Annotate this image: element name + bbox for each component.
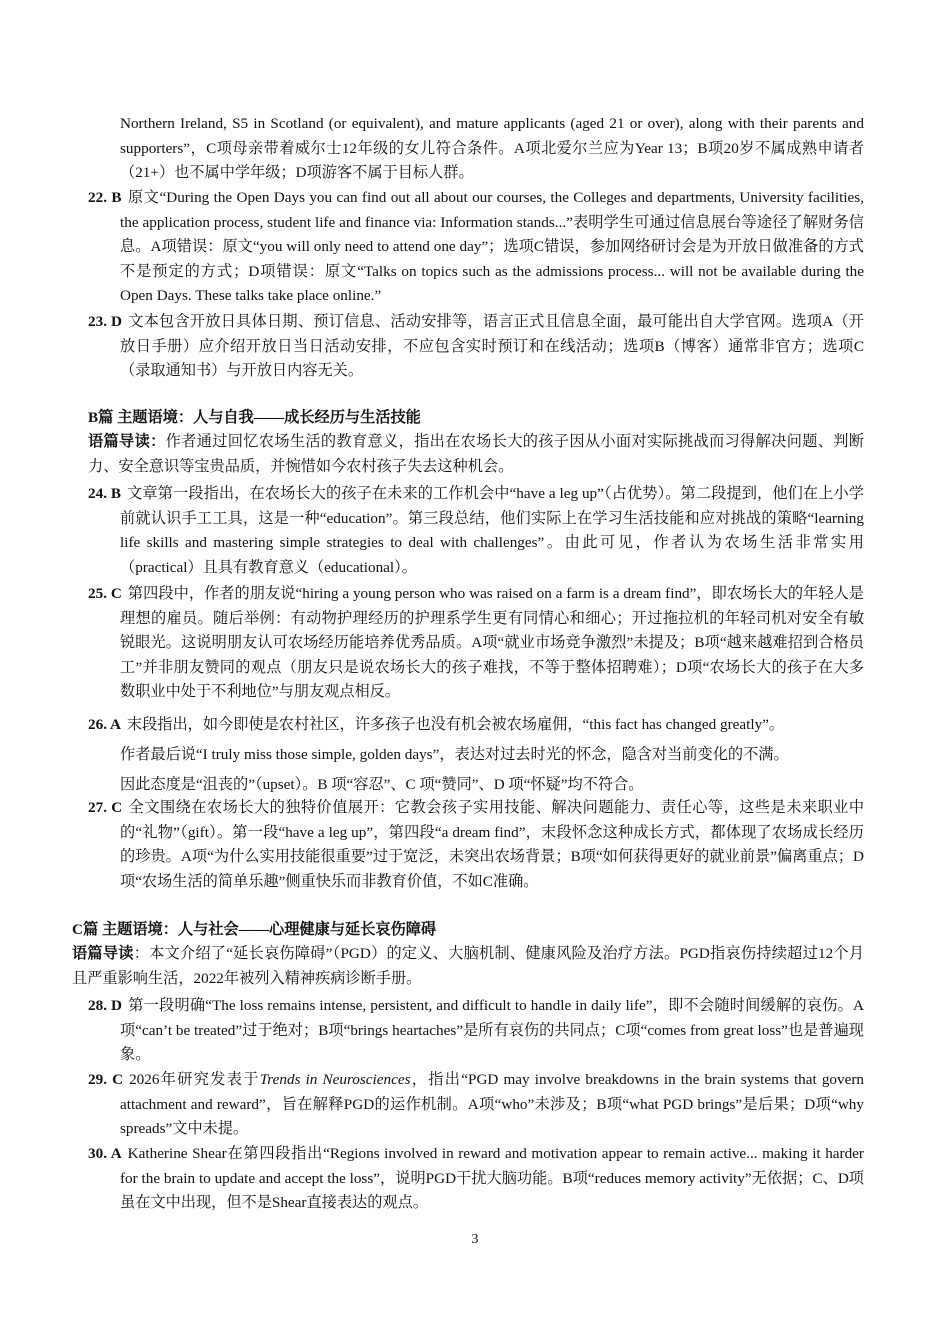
page-number: 3 bbox=[471, 1232, 479, 1247]
question-25-text: 第四段中，作者的朋友说“hiring a young person who was raised on a farm is a dream find”，即农场长大的年轻人是理想的雇员。随后举例：有动物护理经历的护理系学生更有同情心和细心；开过拖拉机的年轻司机对安全有敏锐眼光。这说明朋友认可农场经历能培养优秀品质。A项“就业市场竞争激烈”未提及；B项“越来越难招到合格员工”并非朋友赞同的观点（朋友只是说农场长大的孩子难找，不等于整体招聘难）；D项“农场长大的孩子在大多数职业中处于不利地位”与朋友观点相反。 bbox=[120, 585, 864, 701]
question-27-answer: 27. C bbox=[88, 799, 123, 816]
question-26 bbox=[88, 710, 864, 800]
intro-text: Northern Ireland, S5 in Scotland (or equivalent), and mature applicants (aged 21 or over), along with their parents and supporters”，C项母亲带着威尔士12年级的女儿符合条件。A项北爱尔兰应为Year 13；B项20岁不属成熟申请者（21+）也不属中学年级；D项游客不属于目标人群。 bbox=[120, 115, 864, 182]
question-27 bbox=[88, 796, 864, 894]
intro-paragraph bbox=[120, 112, 864, 186]
question-29-answer: 29. C bbox=[88, 1071, 124, 1088]
section-b-lead-label: 语篇导读： bbox=[88, 433, 166, 450]
question-23-answer: 23. D bbox=[88, 313, 122, 330]
question-29-text-post: ，指出“PGD may involve breakdowns in the brain systems that govern attachment and reward”，旨在解释PGD的运作机制。A项“who”未涉及；B项“what PGD brings”是后果；D项“why spreads”文中未提。 bbox=[120, 1071, 865, 1138]
question-22 bbox=[88, 186, 864, 309]
question-27-text: 全文围绕在农场长大的独特价值展开：它教会孩子实用技能、解决问题能力、责任心等，这些是未来职业中的“礼物”（gift）。第一段“have a leg up”，第四段“a dream find”，末段怀念这种成长方式，都体现了农场成长经历的珍贵。A项“为什么实用技能很重要”过于宽泛，未突出农场背景；B项“如何获得更好的就业前景”偏离重点；D项“农场生活的简单乐趣”侧重快乐而非教育价值，不如C准确。 bbox=[120, 799, 865, 890]
question-25-answer: 25. C bbox=[88, 585, 122, 602]
question-28 bbox=[88, 994, 864, 1068]
question-24-text: 文章第一段指出，在农场长大的孩子在未来的工作机会中“have a leg up”（占优势）。第二段提到，他们在上小学前就认识手工工具，这是一种“education”。第三段总结，他们实际上在学习生活技能和应对挑战的策略“learning life skills and mastering simple strategies to deal with challenges”。由此可见，作者认为农场生活非常实用（practical）且具有教育意义（educational）。 bbox=[120, 485, 864, 576]
question-29-journal: Trends in Neurosciences bbox=[259, 1071, 411, 1088]
question-28-answer: 28. D bbox=[88, 997, 122, 1014]
question-23 bbox=[88, 310, 864, 384]
question-26-answer: 26. A bbox=[88, 716, 121, 733]
section-b-lead-text: 作者通过回忆农场生活的教育意义，指出在农场长大的孩子因从小面对实际挑战而习得解决问题、判断力、安全意识等宝贵品质，并惋惜如今农村孩子失去这种机会。 bbox=[88, 433, 865, 475]
question-30-answer: 30. A bbox=[88, 1145, 122, 1162]
question-29-text-pre: 2026年研究发表于 bbox=[129, 1071, 260, 1088]
section-c-lead-label: 语篇导读 bbox=[72, 945, 134, 962]
question-23-text: 文本包含开放日具体日期、预订信息、活动安排等，语言正式且信息全面，最可能出自大学官网。选项A（开放日手册）应介绍开放日当日活动安排，不应包含实时预订和在线活动；选项B（博客）通常非官方；选项C（录取通知书）与开放日内容无关。 bbox=[120, 313, 864, 380]
question-30-text: Katherine Shear在第四段指出“Regions involved in reward and motivation appear to remain active... making it harder for the brain to update and accept the loss”，说明PGD干扰大脑功能。B项“reduces memory activity”无依据；C、D项虽在文中出现，但不是Shear直接表达的观点。 bbox=[120, 1145, 864, 1212]
question-26-line-2: 作者最后说“I truly miss those simple, golden days”，表达对过去时光的怀念，隐含对当前变化的不满。 bbox=[120, 746, 789, 763]
question-22-answer: 22. B bbox=[88, 189, 122, 206]
section-c-heading: C篇 主题语境：人与社会——心理健康与延长哀伤障碍 bbox=[72, 921, 437, 938]
question-24 bbox=[88, 482, 864, 580]
question-30 bbox=[88, 1142, 864, 1216]
question-25 bbox=[88, 582, 864, 705]
question-29 bbox=[88, 1068, 864, 1142]
question-26-line-1: 末段指出，如今即使是农村社区，许多孩子也没有机会被农场雇佣，“this fact has changed greatly”。 bbox=[126, 716, 785, 733]
question-28-text: 第一段明确“The loss remains intense, persistent, and difficult to handle in daily life”，即不会随时间缓解的哀伤。A项“can’t be treated”过于绝对；B项“brings heartaches”是所有哀伤的共同点；C项“comes from great loss”也是普遍现象。 bbox=[120, 997, 864, 1064]
section-b-lead bbox=[88, 430, 864, 479]
section-c-lead-text: ：本文介绍了“延长哀伤障碍”（PGD）的定义、大脑机制、健康风险及治疗方法。PGD指哀伤持续超过12个月且严重影响生活，2022年被列入精神疾病诊断手册。 bbox=[72, 945, 865, 987]
question-26-line-3: 因此态度是“沮丧的”（upset）。B 项“容忍”、C 项“赞同”、D 项“怀疑”均不符合。 bbox=[120, 776, 644, 793]
section-c-lead bbox=[72, 942, 864, 991]
question-22-text: 原文“During the Open Days you can find out all about our courses, the Colleges and departments, University facilities, the application process, student life and finance via: Information stands...”表明学生可通过信息展台等途径了解财务信息。A项错误：原文“you will only need to attend one day”；选项C错误，参加网络研讨会是为开放日做准备的方式不是预定的方式；D项错误：原文“Talks on topics such as the admissions process... will not be available during the Open Days. These talks take place online.” bbox=[120, 189, 864, 305]
section-b-heading: B篇 主题语境：人与自我——成长经历与生活技能 bbox=[88, 409, 421, 426]
question-24-answer: 24. B bbox=[88, 485, 122, 502]
